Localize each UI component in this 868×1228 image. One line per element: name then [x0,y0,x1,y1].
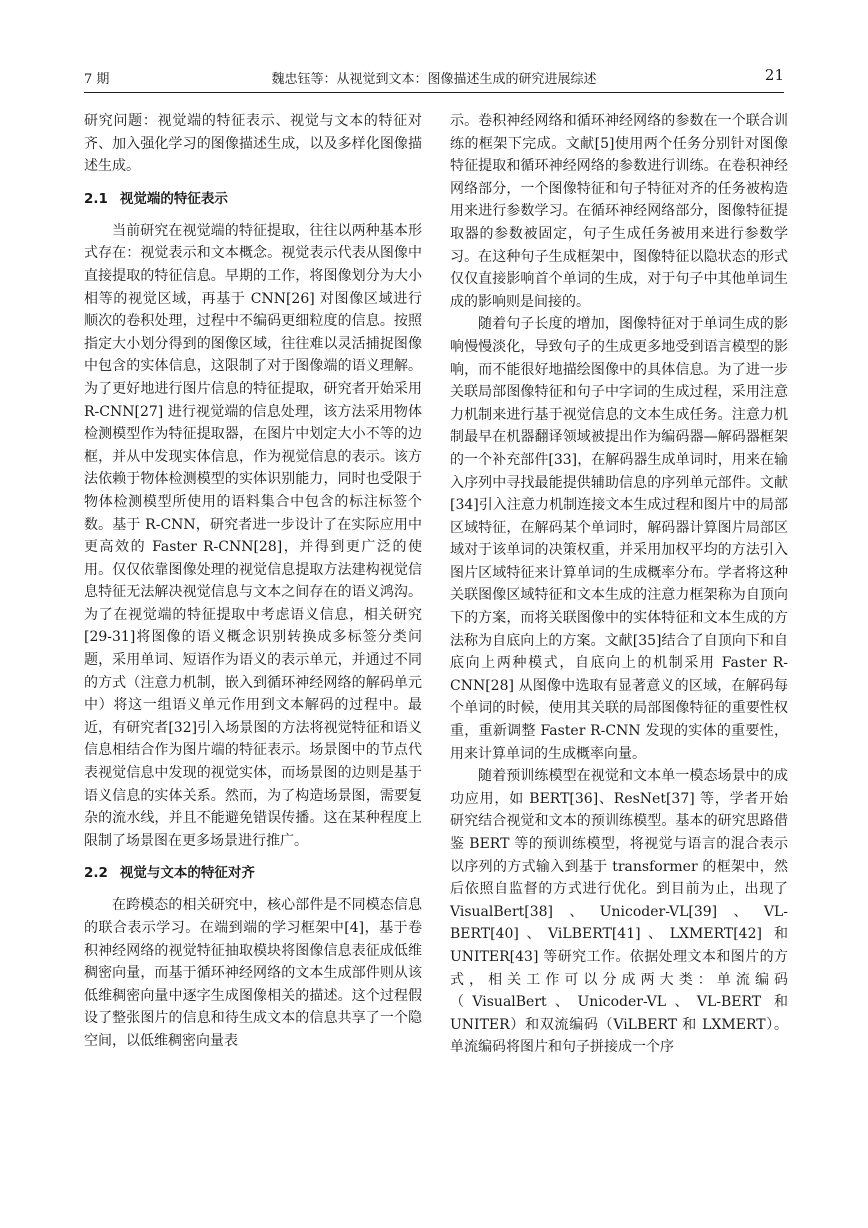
section-number: 2.1 [84,190,108,207]
paragraph: 示。卷积神经网络和循环神经网络的参数在一个联合训练的框架下完成。文献[5]使用两个任务分别针对图像特征提取和循环神经网络的参数进行训练。在卷积神经网络部分，一个图像特征和句子特征对齐的任务被构造用来进行参数学习。在循环神经网络部分，图像特征提取器的参数被固定，句子生成任务被用来进行参数学习。在这种句子生成框架中，图像特征以隐状态的形式仅仅直接影响首个单词的生成，对于句子中其他单词生成的影响则是间接的。 [450,113,788,310]
issue-label: 7 期 [84,72,110,87]
section-title: 视觉端的特征表示 [119,190,228,207]
paragraph: 随着预训练模型在视觉和文本单一模态场景中的成功应用，如 BERT[36]、ResNet[37] 等，学者开始研究结合视觉和文本的预训练模型。基本的研究思路借鉴 BERT 等的预训练模型，将视觉与语言的混合表示以序列的方式输入到基于 transformer 的框架中，然后依照自监督的方式进行优化。到目前为止，出现了 VisualBert[38]、Unicoder-VL[39]、VL-BERT[40]、ViLBERT[41]、LXMERT[42] 和 UNITER[43] 等研究工作。依据处理文本和图片的方式，相关工作可以分成两大类：单流编码（VisualBert、Unicoder-VL、VL-BERT 和 UNITER）和双流编码（ViLBERT 和 LXMERT）。单流编码将图片和句子拼接成一个序 [450,768,788,1056]
paragraph: 在跨模态的相关研究中，核心部件是不同模态信息的联合表示学习。在端到端的学习框架中[4]，基于卷积神经网络的视觉特征抽取模块将图像信息表征成低维稠密向量，而基于循环神经网络的文本生成部件则从该低维稠密向量中逐字生成图像相关的描述。这个过程假设了整张图片的信息和待生成文本的信息共享了一个隐空间，以低维稠密向量表 [84,897,422,1049]
running-header [84,66,784,93]
section-heading-2-1 [84,190,422,208]
running-title: 魏忠钰等：从视觉到文本：图像描述生成的研究进展综述 [271,72,597,87]
paragraph: 当前研究在视觉端的特征提取，往往以两种基本形式存在：视觉表示和文本概念。视觉表示代表从图像中直接提取的特征信息。早期的工作，将图像划分为大小相等的视觉区域，再基于 CNN[26] 对图像区域进行顺次的卷积处理，过程中不编码更细粒度的信息。按照指定大小划分得到的图像区域，往往难以灵活捕捉图像中包含的实体信息，这限制了对于图像端的语义理解。为了更好地进行图片信息的特征提取，研究者开始采用 R-CNN[27] 进行视觉端的信息处理，该方法采用物体检测模型作为特征提取器，在图片中划定大小不等的边框，并从中发现实体信息，作为视觉信息的表示。该方法依赖于物体检测模型的实体识别能力，同时也受限于物体检测模型所使用的语料集合中包含的标注标签个数。基于 R-CNN，研究者进一步设计了在实际应用中更高效的 Faster R-CNN[28]，并得到更广泛的使用。仅仅依靠图像处理的视觉信息提取方法建构视觉信息特征无法解决视觉信息与文本之间存在的语义鸿沟。为了在视觉端的特征提取中考虑语义信息，相关研究[29-31]将图像的语义概念识别转换成多标签分类问题，采用单词、短语作为语义的表示单元，并通过不同的方式（注意力机制，嵌入到循环神经网络的解码单元中）将这一组语义单元作用到文本解码的过程中。最近，有研究者[32]引入场景图的方法将视觉特征和语义信息相结合作为图片端的特征表示。场景图中的节点代表视觉信息中发现的视觉实体，而场景图的边则是基于语义信息的实体关系。然而，为了构造场景图，需要复杂的流水线，并且不能避免错误传播。这在某种程度上限制了场景图在更多场景进行推广。 [84,222,422,849]
section-heading-2-2 [84,864,422,882]
section-number: 2.2 [84,865,108,882]
right-column [450,110,788,1059]
paragraph: 研究问题：视觉端的特征表示、视觉与文本的特征对齐、加入强化学习的图像描述生成，以及多样化图像描述生成。 [84,113,422,175]
page-number: 21 [764,66,784,84]
section-title: 视觉与文本的特征对齐 [119,865,255,882]
left-column [84,110,422,1053]
paragraph: 随着句子长度的增加，图像特征对于单词生成的影响慢慢淡化，导致句子的生成更多地受到语言模型的影响，而不能很好地描绘图像中的具体信息。为了进一步关联局部图像特征和句子中字词的生成过程，采用注意力机制来进行基于视觉信息的文本生成任务。注意力机制最早在机器翻译领域被提出作为编码器—解码器框架的一个补充部件[33]，在解码器生成单词时，用来在输入序列中寻找最能提供辅助信息的序列单元部件。文献[34]引入注意力机制连接文本生成过程和图片中的局部区域特征，在解码某个单词时，解码器计算图片局部区域对于该单词的决策权重，并采用加权平均的方法引入图片区域特征来计算单词的生成概率分布。学者将这种关联图像区域特征和文本生成的注意力框架称为自顶向下的方案，而将关联图像中的实体特征和文本生成的方法称为自底向上的方案。文献[35]结合了自顶向下和自底向上两种模式，自底向上的机制采用 Faster R-CNN[28] 从图像中选取有显著意义的区域，在解码每个单词的时候，使用其关联的局部图像特征的重要性权重，重新调整 Faster R-CNN 发现的实体的重要性，用来计算单词的生成概率向量。 [450,316,788,762]
